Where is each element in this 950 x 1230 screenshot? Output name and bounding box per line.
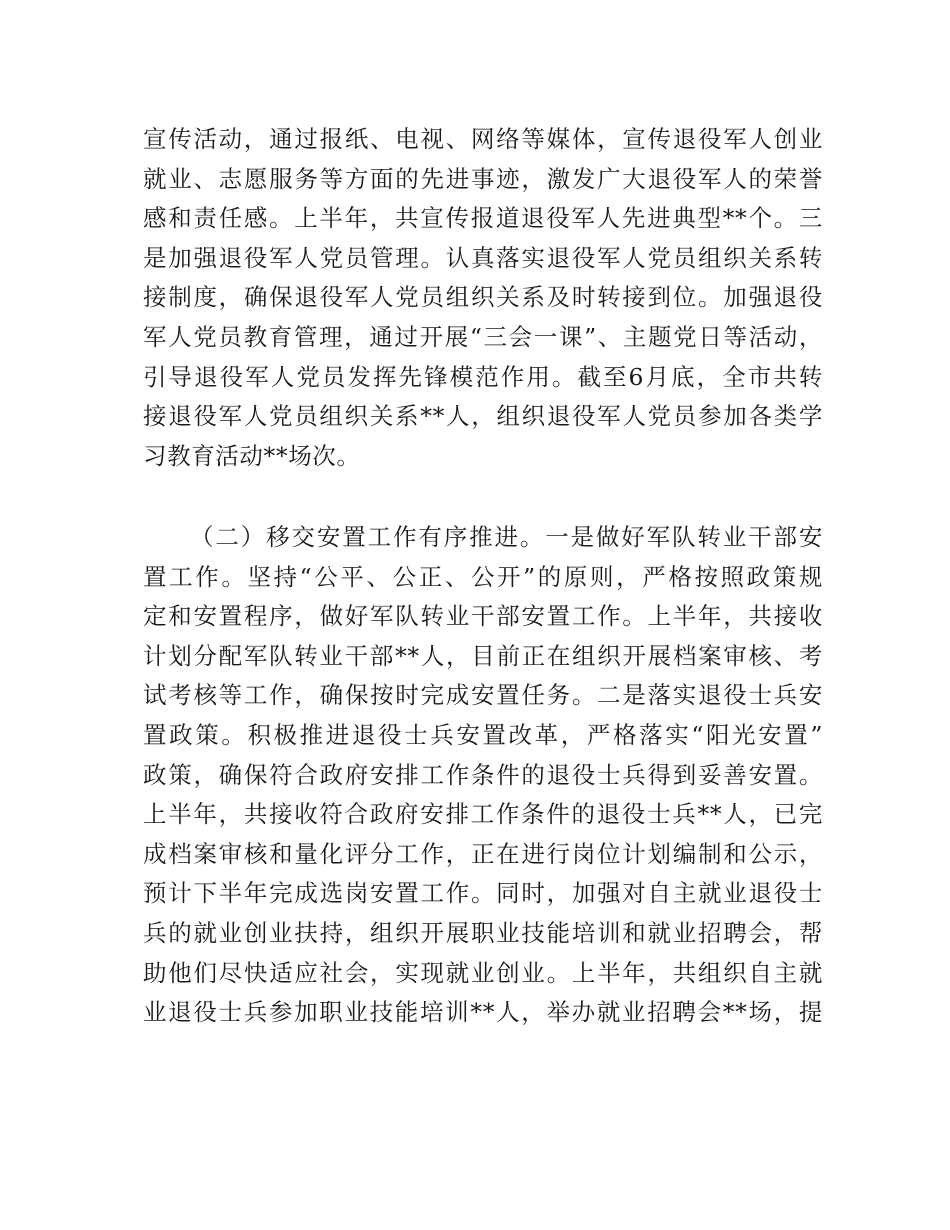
text-line: 定和安置程序，做好军队转业干部安置工作。上半年，共接收 — [143, 602, 823, 631]
text-line: 兵的就业创业扶持，组织开展职业技能培训和就业招聘会，帮 — [143, 918, 823, 947]
text-line: 业退役士兵参加职业技能培训**人，举办就业招聘会**场，提 — [143, 998, 823, 1027]
text-line: 助他们尽快适应社会，实现就业创业。上半年，共组织自主就 — [143, 958, 823, 987]
text-line-indented: （二）移交安置工作有序推进。一是做好军队转业干部安 — [190, 523, 823, 551]
text-line: 就业、志愿服务等方面的先进事迹，激发广大退役军人的荣誉 — [143, 164, 823, 193]
text-line: 成档案审核和量化评分工作，正在进行岗位计划编制和公示， — [143, 839, 823, 868]
text-line: 宣传活动，通过报纸、电视、网络等媒体，宣传退役军人创业 — [143, 125, 823, 153]
text-line: 引导退役军人党员发挥先锋模范作用。截至6月底，全市共转 — [143, 362, 823, 391]
text-line: 是加强退役军人党员管理。认真落实退役军人党员组织关系转 — [143, 243, 823, 272]
text-line: 政策，确保符合政府安排工作条件的退役士兵得到妥善安置。 — [143, 760, 823, 789]
paragraph-transfer-and-placement — [143, 518, 823, 1033]
paragraph-veteran-publicity-and-party-management — [143, 120, 823, 476]
text-line: 上半年，共接收符合政府安排工作条件的退役士兵**人，已完 — [143, 800, 823, 829]
text-line: 计划分配军队转业干部**人，目前正在组织开展档案审核、考 — [143, 641, 823, 670]
text-line: 试考核等工作，确保按时完成安置任务。二是落实退役士兵安 — [143, 681, 823, 710]
text-line: 预计下半年完成选岗安置工作。同时，加强对自主就业退役士 — [143, 879, 823, 908]
text-line: 置工作。坚持“公平、公正、公开”的原则，严格按照政策规 — [143, 562, 823, 591]
text-line: 接退役军人党员组织关系**人，组织退役军人党员参加各类学 — [143, 402, 823, 431]
text-line: 军人党员教育管理，通过开展“三会一课”、主题党日等活动， — [143, 322, 823, 351]
text-line: 置政策。积极推进退役士兵安置改革，严格落实“阳光安置” — [143, 720, 823, 749]
text-line: 习教育活动**场次。 — [143, 441, 361, 470]
text-line: 感和责任感。上半年，共宣传报道退役军人先进典型**个。三 — [143, 204, 823, 233]
text-line: 接制度，确保退役军人党员组织关系及时转接到位。加强退役 — [143, 283, 823, 312]
